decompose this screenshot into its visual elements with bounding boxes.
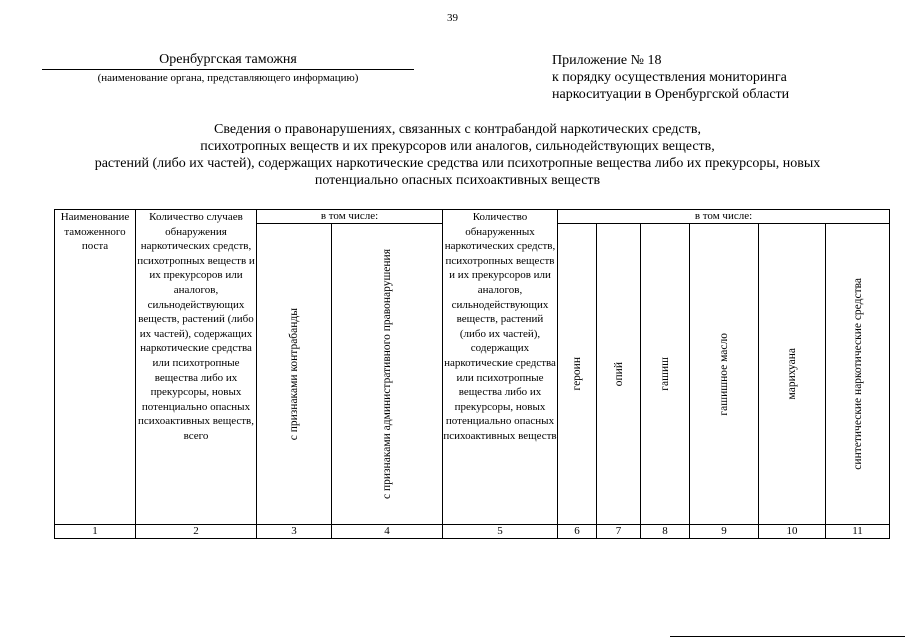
organization-caption: (наименование органа, представляющего информацию) — [97, 72, 359, 84]
header-marijuana: марихуана — [759, 224, 826, 525]
header-customs-post: Наименование таможенного поста — [55, 210, 136, 525]
appendix-line-3: наркоситуации в Оренбургской области — [552, 87, 790, 102]
column-number: 2 — [136, 525, 257, 539]
document-title — [20, 121, 895, 189]
title-line-2: психотропных веществ и их прекурсоров или аналогов, сильнодействующих веществ, — [200, 139, 715, 154]
header-detected-amount: Количество обнаруженных наркотических средств, психотропных веществ и их прекурсоров или аналогов, сильнодействующих веществ, растений (либо их частей), содержащих наркотические средства или психотропные вещества либо их прекурсоры, новых потенциально опасных психоактивных веществ — [443, 210, 558, 525]
header-heroin: героин — [558, 224, 597, 525]
appendix-note — [552, 52, 789, 103]
title-line-1: Сведения о правонарушениях, связанных с контрабандой наркотических средств, — [214, 122, 701, 137]
column-number: 4 — [332, 525, 443, 539]
header-administrative-offense-signs: с признаками административного правонарушения — [332, 224, 443, 525]
header-synthetic-drugs: синтетические наркотические средства — [826, 224, 890, 525]
page-number: 39 — [447, 12, 458, 24]
column-number: 1 — [55, 525, 136, 539]
offenses-table — [54, 209, 890, 539]
reporting-organization — [42, 52, 414, 85]
header-opium: опий — [597, 224, 641, 525]
organization-name: Оренбургская таможня — [42, 52, 414, 70]
appendix-line-1: Приложение № 18 — [552, 53, 662, 68]
header-hashish: гашиш — [641, 224, 690, 525]
title-line-4: потенциально опасных психоактивных веществ — [314, 173, 601, 188]
page-edge-line — [670, 636, 905, 637]
column-number: 3 — [257, 525, 332, 539]
column-number: 8 — [641, 525, 690, 539]
header-group-including-1: в том числе: — [257, 210, 443, 224]
column-number: 7 — [597, 525, 641, 539]
column-number: 5 — [443, 525, 558, 539]
column-number: 9 — [690, 525, 759, 539]
column-number: 11 — [826, 525, 890, 539]
appendix-line-2: к порядку осуществления мониторинга — [552, 70, 787, 85]
column-number-row — [55, 525, 890, 539]
header-smuggling-signs: с признаками контрабанды — [257, 224, 332, 525]
header-hashish-oil: гашишное масло — [690, 224, 759, 525]
title-line-3: растений (либо их частей), содержащих наркотические средства или психотропные вещества либо их прекурсоры, новых — [94, 156, 821, 171]
column-number: 10 — [759, 525, 826, 539]
header-group-including-2: в том числе: — [558, 210, 890, 224]
header-detection-cases: Количество случаев обнаружения наркотических средств, психотропных веществ и их прекурсоров или аналогов, сильнодействующих веществ, растений (либо их частей), содержащих наркотические средства или психотропные вещества либо их прекурсоры, новых потенциально опасных психоактивных веществ, всего — [136, 210, 257, 525]
column-number: 6 — [558, 525, 597, 539]
